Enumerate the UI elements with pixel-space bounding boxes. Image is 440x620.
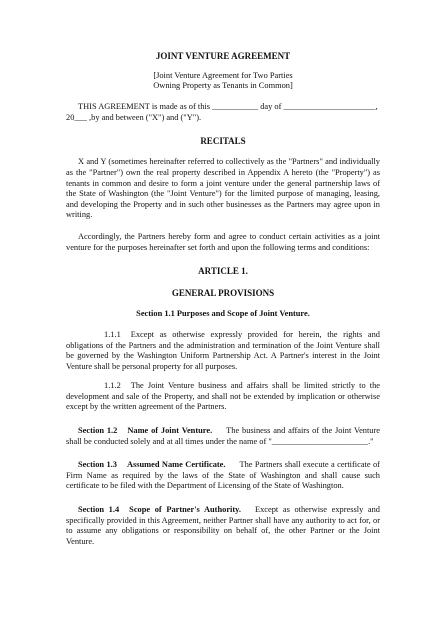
section-1-2 (66, 426, 380, 447)
section-name: Name of Joint Venture. (127, 426, 213, 436)
clause-1-1-1 (66, 330, 380, 372)
intro-line-1: THIS AGREEMENT is made as of this ___________ day of ______________________, (78, 101, 378, 111)
clause-text: The Joint Venture business and affairs shall be limited strictly to the development and sale of the Property, and shall not be extended by implication or otherwise except by the written agreement of the Partners. (66, 381, 380, 412)
recitals-paragraph: X and Y (sometimes hereinafter referred to collectively as the "Partners" and individually as the "Partner") own the real property described in Appendix A hereto (the "Property") as tenants in common and desire to form a joint venture under the general partnership laws of the State of Washington (the "Joint Venture") for the limited purpose of managing, leasing, and developing the Property and in such other businesses as the Partners may agree upon in writing. (66, 157, 380, 220)
subtitle-line-1: [Joint Venture Agreement for Two Parties (153, 70, 293, 80)
section-name: Assumed Name Certificate. (126, 460, 226, 470)
recitals-heading: RECITALS (200, 135, 246, 146)
intro-line-2: 20___ ,by and between ("X") and ("Y"). (66, 113, 202, 123)
section-1-1-heading: Section 1.1 Purposes and Scope of Joint Venture. (136, 309, 310, 319)
document-page (0, 51, 440, 620)
general-provisions-heading: GENERAL PROVISIONS (171, 287, 275, 298)
clause-text: Except as otherwise expressly provided for herein, the rights and obligations of the Partners and the administration and termination of the Joint Venture shall be governed by the Washington Uniform Partnership Act. A Partner's interest in the Joint Venture shall be personal property for all purposes. (66, 329, 380, 371)
document-subtitle (66, 71, 380, 92)
clause-1-1-2 (66, 381, 380, 413)
accordingly-paragraph: Accordingly, the Partners hereby form and agree to conduct certain activities as a joint venture for the purposes hereinafter set forth and upon the following terms and conditions: (66, 231, 380, 252)
section-text: Except as otherwise expressly and specifically provided in this Agreement, neither Partner shall have any authority to act for, or to assume any obligations or responsibility on behalf of, the other Partner or the Joint Venture. (66, 505, 380, 546)
section-number: Section 1.4 (78, 505, 120, 515)
subtitle-line-2: Owning Property as Tenants in Common] (153, 81, 293, 91)
section-1-4 (66, 505, 380, 547)
section-number: Section 1.2 (78, 426, 118, 436)
section-text: The business and affairs of the Joint Venture shall be conducted solely and at all times under the name of "_______________________." (66, 426, 380, 446)
section-name: Scope of Partner's Authority. (129, 505, 241, 515)
section-text: The Partners shall execute a certificate of Firm Name as required by the laws of the State of Washington and shall cause such certificate to be filed with the Department of Licensing of the State of Washington. (66, 460, 380, 491)
clause-number: 1.1.1 (104, 329, 121, 339)
document-title: JOINT VENTURE AGREEMENT (155, 51, 291, 61)
section-1-3 (66, 460, 380, 492)
section-number: Section 1.3 (78, 460, 117, 470)
clause-number: 1.1.2 (104, 381, 121, 391)
article-heading: ARTICLE 1. (198, 266, 248, 277)
